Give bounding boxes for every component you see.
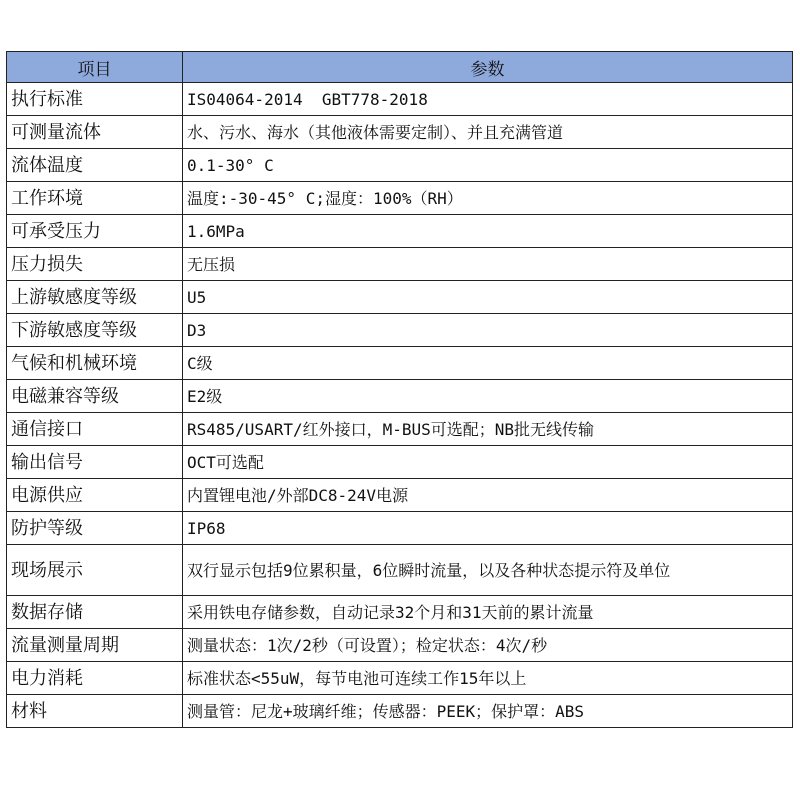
row-param: IP68 [183,512,793,545]
table-row [7,446,793,479]
row-param: E2级 [183,380,793,413]
table-row [7,347,793,380]
row-param: 0.1-30° C [183,149,793,182]
row-item: 电源供应 [7,479,183,512]
row-param: D3 [183,314,793,347]
table-row [7,314,793,347]
table-row [7,662,793,695]
row-item: 执行标准 [7,83,183,116]
row-item: 电磁兼容等级 [7,380,183,413]
table-row [7,545,793,596]
row-item: 防护等级 [7,512,183,545]
row-param: 内置锂电池/外部DC8-24V电源 [183,479,793,512]
row-param: RS485/USART/红外接口，M-BUS可选配；NB批无线传输 [183,413,793,446]
row-param: 双行显示包括9位累积量，6位瞬时流量，以及各种状态提示符及单位 [183,545,793,596]
row-param: 测量状态：1次/2秒（可设置）；检定状态：4次/秒 [183,629,793,662]
table-row [7,596,793,629]
row-item: 上游敏感度等级 [7,281,183,314]
row-param: 温度:-30-45° C;湿度：100%（RH） [183,182,793,215]
spec-table [6,51,793,728]
row-item: 材料 [7,695,183,728]
row-item: 下游敏感度等级 [7,314,183,347]
row-item: 气候和机械环境 [7,347,183,380]
table-row [7,83,793,116]
table-row [7,281,793,314]
table-row [7,248,793,281]
row-param: U5 [183,281,793,314]
table-row [7,215,793,248]
table-row [7,629,793,662]
row-item: 工作环境 [7,182,183,215]
table-row [7,479,793,512]
row-param: 标准状态<55uW，每节电池可连续工作15年以上 [183,662,793,695]
row-item: 输出信号 [7,446,183,479]
header-param: 参数 [183,52,793,83]
row-item: 电力消耗 [7,662,183,695]
row-item: 流体温度 [7,149,183,182]
table-row [7,695,793,728]
row-param: 测量管：尼龙+玻璃纤维；传感器：PEEK；保护罩：ABS [183,695,793,728]
row-item: 可承受压力 [7,215,183,248]
row-param: C级 [183,347,793,380]
row-param: OCT可选配 [183,446,793,479]
row-param: IS04064-2014 GBT778-2018 [183,83,793,116]
row-param: 采用铁电存储参数，自动记录32个月和31天前的累计流量 [183,596,793,629]
row-item: 流量测量周期 [7,629,183,662]
row-item: 通信接口 [7,413,183,446]
row-param: 无压损 [183,248,793,281]
header-item: 项目 [7,52,183,83]
table-row [7,149,793,182]
table-row [7,512,793,545]
row-item: 数据存储 [7,596,183,629]
row-param: 水、污水、海水（其他液体需要定制）、并且充满管道 [183,116,793,149]
table-row [7,413,793,446]
row-item: 现场展示 [7,545,183,596]
row-param: 1.6MPa [183,215,793,248]
table-row [7,182,793,215]
row-item: 可测量流体 [7,116,183,149]
header-row [7,52,793,83]
row-item: 压力损失 [7,248,183,281]
table-row [7,116,793,149]
table-row [7,380,793,413]
